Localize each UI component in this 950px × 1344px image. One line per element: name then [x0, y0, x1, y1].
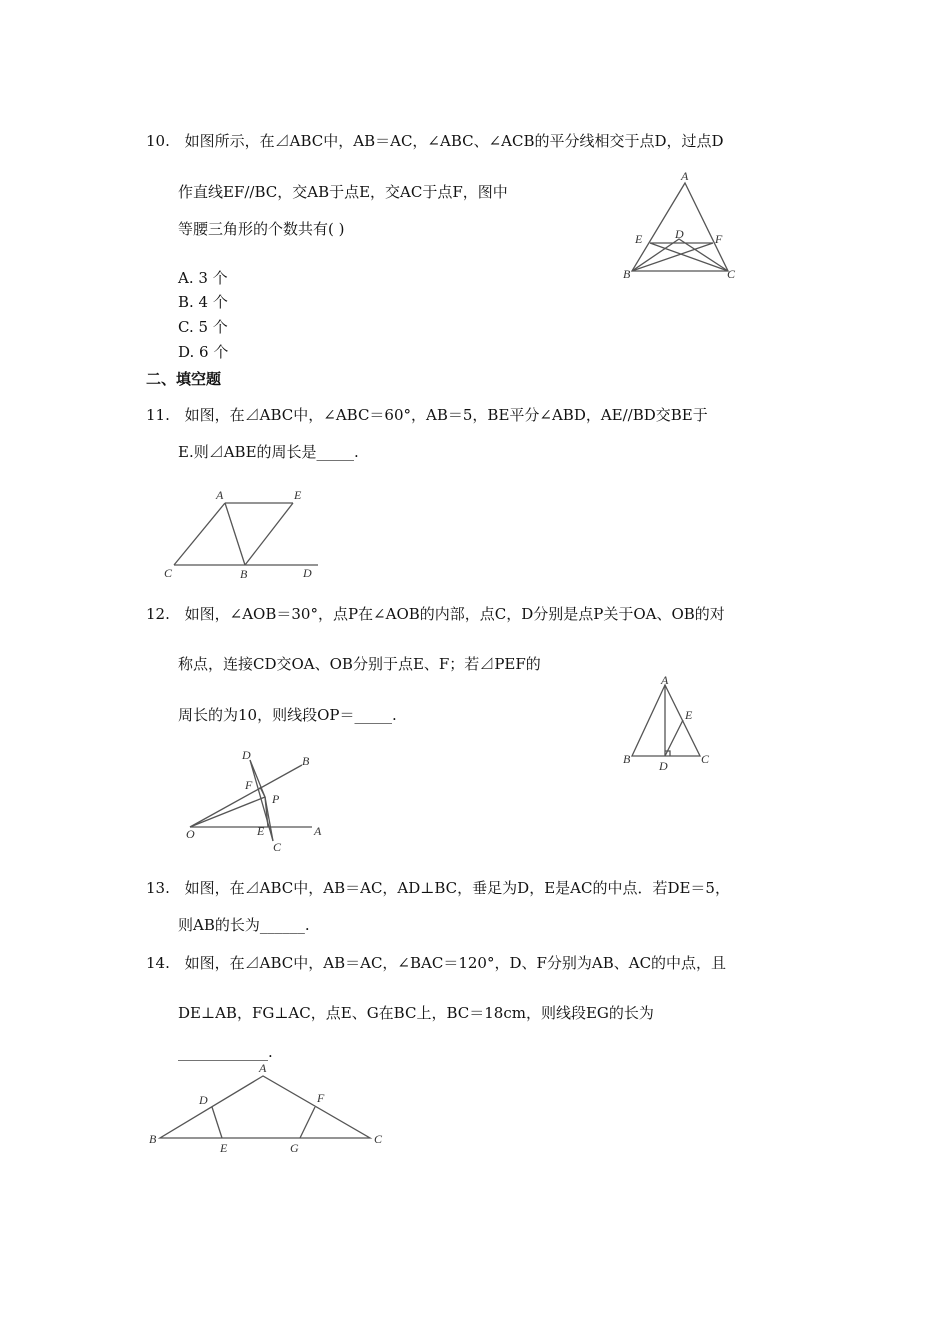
q13-label-a: A [661, 673, 669, 687]
q10-label-f: F [715, 232, 723, 246]
q14-label-d: D [199, 1093, 208, 1107]
q12-figure [180, 745, 340, 857]
q11-line-ab [225, 503, 245, 565]
q12-label-d: D [242, 748, 251, 762]
q10-stem-3: 等腰三角形的个数共有( ) [178, 220, 345, 238]
q11-label-b: B [240, 567, 248, 581]
q11-label-e: E [294, 488, 302, 502]
q13-label-c: C [701, 752, 710, 766]
q14-line-de [212, 1107, 222, 1138]
q11-stem-2: E.则⊿ABE的周长是_____. [178, 443, 359, 461]
q13-figure [615, 672, 725, 777]
q10-line1 [146, 131, 724, 151]
q13-line1 [146, 878, 730, 898]
q13-label-d: D [659, 759, 668, 773]
q11-line1 [146, 405, 708, 425]
q12-label-o: O [186, 827, 195, 841]
q12-label-e: E [257, 824, 265, 838]
q13-label-e: E [685, 708, 693, 722]
q12-stem-3: 周长的为10，则线段OP＝_____. [178, 706, 397, 724]
q11-line-be [245, 503, 293, 565]
q14-label-e: E [220, 1141, 228, 1155]
q11-number: 11. [146, 406, 170, 424]
q12-label-p: P [272, 792, 280, 806]
q12-line-op [190, 797, 265, 827]
q11-label-a: A [216, 488, 224, 502]
q10-number: 10. [146, 132, 170, 150]
q10-option-c[interactable]: C. 5 个 [178, 318, 228, 336]
q11-stem-1: 如图，在⊿ABC中，∠ABC＝60°，AB＝5，BE平分∠ABD，AE//BD交BE于 [184, 406, 708, 424]
q14-label-b: B [149, 1132, 157, 1146]
q10-stem-2: 作直线EF//BC，交AB于点E，交AC于点F，图中 [178, 183, 508, 201]
q10-figure [615, 168, 745, 283]
q10-label-e: E [635, 232, 643, 246]
q14-stem-3: ____________. [178, 1043, 273, 1061]
q14-triangle-abc [160, 1076, 370, 1138]
q12-stem-1: 如图，∠AOB＝30°，点P在∠AOB的内部，点C，D分别是点P关于OA、OB的对 [184, 605, 725, 623]
q10-label-a: A [681, 169, 689, 183]
q14-line-fg [300, 1107, 315, 1138]
q13-number: 13. [146, 879, 170, 897]
q14-figure [145, 1060, 395, 1160]
q10-option-d[interactable]: D. 6 个 [178, 343, 229, 361]
q14-stem-2: DE⊥AB，FG⊥AC，点E、G在BC上，BC＝18cm，则线段EG的长为 [178, 1004, 654, 1022]
q14-stem-1: 如图，在⊿ABC中，AB＝AC，∠BAC＝120°，D、F分别为AB、AC的中点，且 [184, 954, 727, 972]
q13-stem-2: 则AB的长为______. [178, 916, 310, 934]
q13-label-b: B [623, 752, 631, 766]
q14-number: 14. [146, 954, 170, 972]
q12-ray-ob [190, 765, 302, 827]
q12-stem-2: 称点，连接CD交OA、OB分别于点E、F；若⊿PEF的 [178, 655, 541, 673]
q10-option-b[interactable]: B. 4 个 [178, 293, 228, 311]
q10-option-a[interactable]: A. 3 个 [178, 269, 228, 287]
q10-line-bf [632, 243, 713, 271]
q14-label-c: C [374, 1132, 383, 1146]
q11-label-c: C [164, 566, 173, 580]
q10-label-b: B [623, 267, 631, 281]
q11-label-d: D [303, 566, 312, 580]
q13-stem-1: 如图，在⊿ABC中，AB＝AC，AD⊥BC，垂足为D，E是AC的中点．若DE＝5， [184, 879, 730, 897]
q14-label-a: A [259, 1061, 267, 1075]
q10-label-d: D [675, 227, 684, 241]
q12-label-f: F [245, 778, 253, 792]
q14-line1 [146, 953, 726, 973]
q10-label-c: C [727, 267, 736, 281]
q12-label-c: C [273, 840, 282, 854]
q12-number: 12. [146, 605, 170, 623]
q12-label-a: A [314, 824, 322, 838]
q10-stem-1: 如图所示，在⊿ABC中，AB＝AC，∠ABC、∠ACB的平分线相交于点D，过点D [184, 132, 724, 150]
q14-label-g: G [290, 1141, 299, 1155]
section-title: 二、填空题 [146, 370, 222, 388]
q11-line-ca [174, 503, 225, 565]
q14-label-f: F [317, 1091, 325, 1105]
q11-figure [160, 485, 330, 585]
q12-line1 [146, 604, 725, 624]
q12-label-b: B [302, 754, 310, 768]
